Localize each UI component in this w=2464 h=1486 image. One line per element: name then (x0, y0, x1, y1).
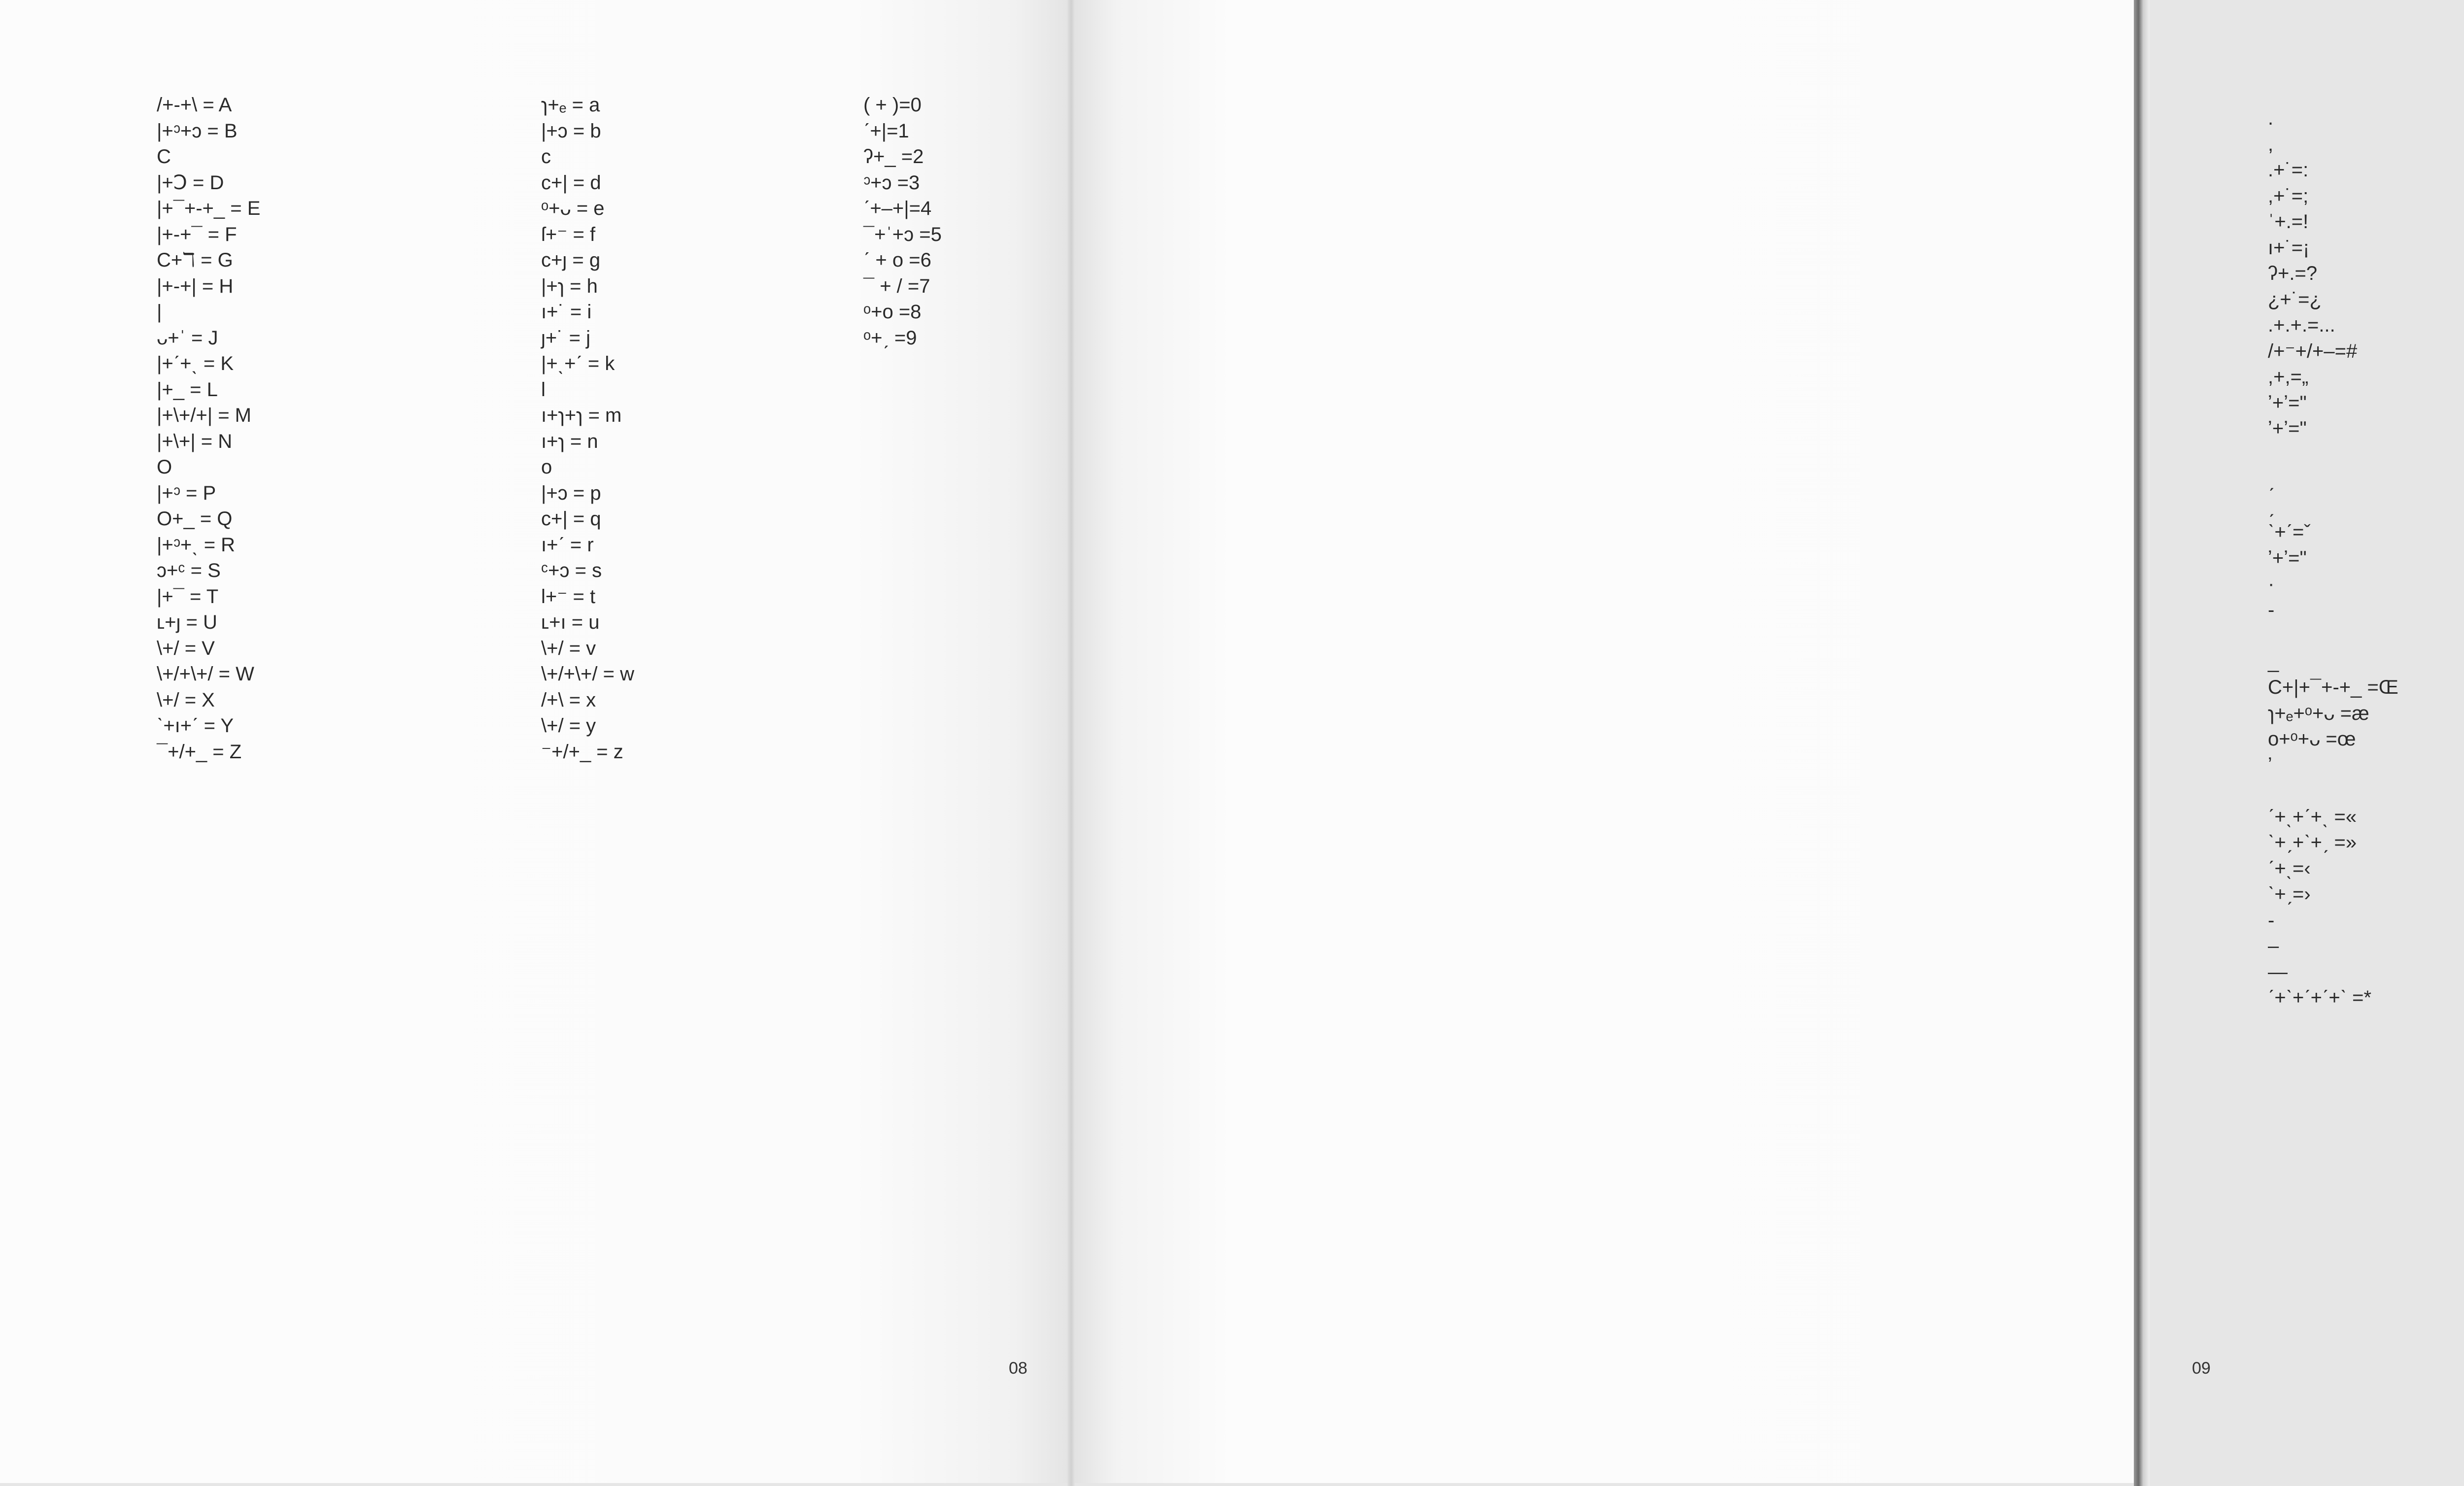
glyph-formula: · (2268, 573, 2275, 595)
glyph-formula: c+| = d (541, 171, 601, 194)
glyph-formula: ( + )=0 (863, 94, 922, 116)
glyph-formula: ˈ+.=! (2268, 211, 2309, 233)
glyph-formula: \+/ = y (541, 715, 596, 737)
glyph-formula: ,+,=„ (2268, 366, 2309, 388)
glyph-formula: ˊ+–+|=4 (863, 198, 932, 219)
glyph-formula: l+⁻ = t (541, 585, 596, 608)
glyph-formula: ɿ+ₑ = a (541, 94, 600, 116)
page-number-left: 08 (1009, 1359, 1027, 1378)
glyph-formula: ˋ+ˊ=ˇ (2268, 521, 2311, 543)
glyph-formula: |+ↄ = p (541, 482, 601, 504)
glyph-formula: ˋ+ı+ˊ = Y (157, 715, 234, 737)
lowercase-column (541, 92, 634, 765)
glyph-formula (2268, 442, 2398, 468)
page-edge-shadow (2134, 0, 2150, 1486)
glyph-formula: O (157, 456, 172, 478)
glyph-formula: ˊ + o =6 (863, 249, 931, 271)
glyph-formula: o+ᵒ+ᴗ =œ (2268, 728, 2356, 750)
glyph-formula: . (2268, 107, 2274, 129)
punctuation-column (2268, 105, 2398, 1011)
glyph-formula: ↄ+ᶜ = S (157, 560, 221, 581)
glyph-formula: ᵒ+ˏ =9 (863, 327, 917, 349)
glyph-formula: ¯ + / =7 (863, 275, 930, 297)
glyph-formula: |+¯ = T (157, 585, 219, 608)
glyph-formula: /+-+\ = A (157, 94, 232, 116)
glyph-formula: |+\+/+| = M (157, 405, 251, 426)
glyph-formula: ˋ+ˏ+ˋ+ˏ =» (2268, 832, 2357, 853)
glyph-formula: | (157, 301, 162, 323)
glyph-formula: ¯+ˈ+ↄ =5 (863, 223, 942, 245)
glyph-formula: ı+ɿ = n (541, 430, 598, 452)
uppercase-column (157, 92, 260, 765)
numerals-column (863, 92, 942, 351)
glyph-formula: /+\ = x (541, 689, 596, 711)
glyph-formula: ˊ+ˋ+ˊ+ˊ+ˋ =* (2268, 987, 2372, 1009)
glyph-formula: |+ᵓ+ˎ = R (157, 534, 236, 556)
glyph-formula: ʼ+ʼ=" (2268, 392, 2307, 414)
glyph-formula: |+-+| = H (157, 275, 234, 297)
glyph-formula: |+ᵓ+ↄ = B (157, 120, 238, 142)
glyph-formula: \+/ = V (157, 637, 215, 659)
glyph-formula: \+/+\+/ = W (157, 663, 254, 685)
glyph-formula: ı+˙=¡ (2268, 236, 2310, 259)
glyph-formula: - (2268, 909, 2275, 931)
glyph-formula: |+ᵓ = P (157, 482, 216, 504)
glyph-formula: ᵒ+ᴗ = e (541, 198, 605, 219)
glyph-formula: \+/ = X (157, 689, 215, 711)
glyph-formula: ⁻+/+_ = z (541, 741, 623, 763)
glyph-formula: ᵒ+o =8 (863, 301, 922, 323)
glyph-formula: |+-+¯ = F (157, 223, 237, 245)
glyph-formula: ȷ+˙ = j (541, 327, 591, 349)
glyph-formula: ʔ+_ =2 (863, 146, 924, 168)
glyph-formula: ˋ+ˏ=› (2268, 883, 2311, 905)
glyph-formula: ˊ+ˎ=‹ (2268, 857, 2311, 879)
glyph-formula: o (541, 456, 552, 478)
glyph-formula: .+˙=: (2268, 159, 2309, 181)
glyph-formula: |+ˎ+ˊ = k (541, 353, 615, 374)
glyph-formula: ᴗ+ˈ = J (157, 327, 218, 349)
glyph-formula: ʟ+ȷ = U (157, 611, 217, 633)
glyph-formula: C+|+¯+-+_ =Œ (2268, 676, 2398, 698)
left-page (0, 0, 1068, 1483)
glyph-formula: |+ↄ = b (541, 120, 601, 142)
glyph-formula: _ (2268, 650, 2279, 673)
glyph-formula: C (157, 146, 171, 168)
glyph-formula: ¯+/+_ = Z (157, 741, 242, 763)
glyph-formula: ʟ+ı = u (541, 611, 600, 633)
glyph-formula: ᶜ+ↄ = s (541, 560, 602, 581)
right-page (1074, 0, 2398, 1483)
glyph-formula: |+¯+-+_ = E (157, 198, 261, 219)
glyph-formula: ¿+˙=¿ (2268, 288, 2322, 310)
glyph-formula: ı+ɿ+ɿ = m (541, 405, 622, 426)
glyph-formula: ᵓ+ↄ =3 (863, 171, 920, 194)
glyph-formula: ˊ+|=1 (863, 120, 909, 142)
glyph-formula: c (541, 146, 551, 168)
glyph-formula (2268, 623, 2398, 649)
glyph-formula: c+ȷ = g (541, 249, 601, 271)
glyph-formula: c+| = q (541, 508, 601, 530)
glyph-formula: ʔ+.=? (2268, 263, 2318, 284)
glyph-formula: ʼ (2268, 754, 2272, 776)
glyph-formula: \+/+\+/ = w (541, 663, 635, 685)
glyph-formula: |+\+| = N (157, 430, 233, 452)
glyph-formula: /+⁻+/+–=# (2268, 340, 2358, 362)
glyph-formula: – (2268, 935, 2279, 957)
glyph-formula: , (2268, 133, 2274, 155)
glyph-formula: O+_ = Q (157, 508, 233, 530)
glyph-formula: ſ+⁻ = f (541, 223, 596, 245)
glyph-formula: |+Ↄ = D (157, 171, 224, 194)
glyph-formula (2268, 778, 2398, 804)
glyph-formula: ı+˙ = i (541, 301, 592, 323)
glyph-formula: l (541, 378, 546, 401)
glyph-formula: ʼ+ʼ=" (2268, 418, 2307, 439)
glyph-formula: \+/ = v (541, 637, 596, 659)
glyph-formula: C+ℸ = G (157, 249, 233, 271)
glyph-formula: ˊ+ˎ+ˊ+ˎ =« (2268, 806, 2357, 828)
glyph-formula: |+ˊ+ˎ = K (157, 353, 234, 374)
glyph-formula: |+ɿ = h (541, 275, 598, 297)
page-number-right: 09 (2192, 1359, 2211, 1378)
glyph-formula: ı+ˊ = r (541, 534, 594, 556)
glyph-formula: - (2268, 599, 2275, 621)
glyph-formula: — (2268, 961, 2288, 983)
glyph-formula: ʼ+ʼ=" (2268, 547, 2307, 569)
glyph-formula: ɿ+ₑ+ᵒ+ᴗ =æ (2268, 702, 2369, 724)
glyph-formula: ˏ (2268, 470, 2275, 491)
glyph-formula: .+.+.=... (2268, 314, 2335, 336)
glyph-formula: ,+˙=; (2268, 185, 2309, 207)
glyph-formula: |+_ = L (157, 378, 218, 401)
glyph-formula: ˏ (2268, 495, 2275, 517)
